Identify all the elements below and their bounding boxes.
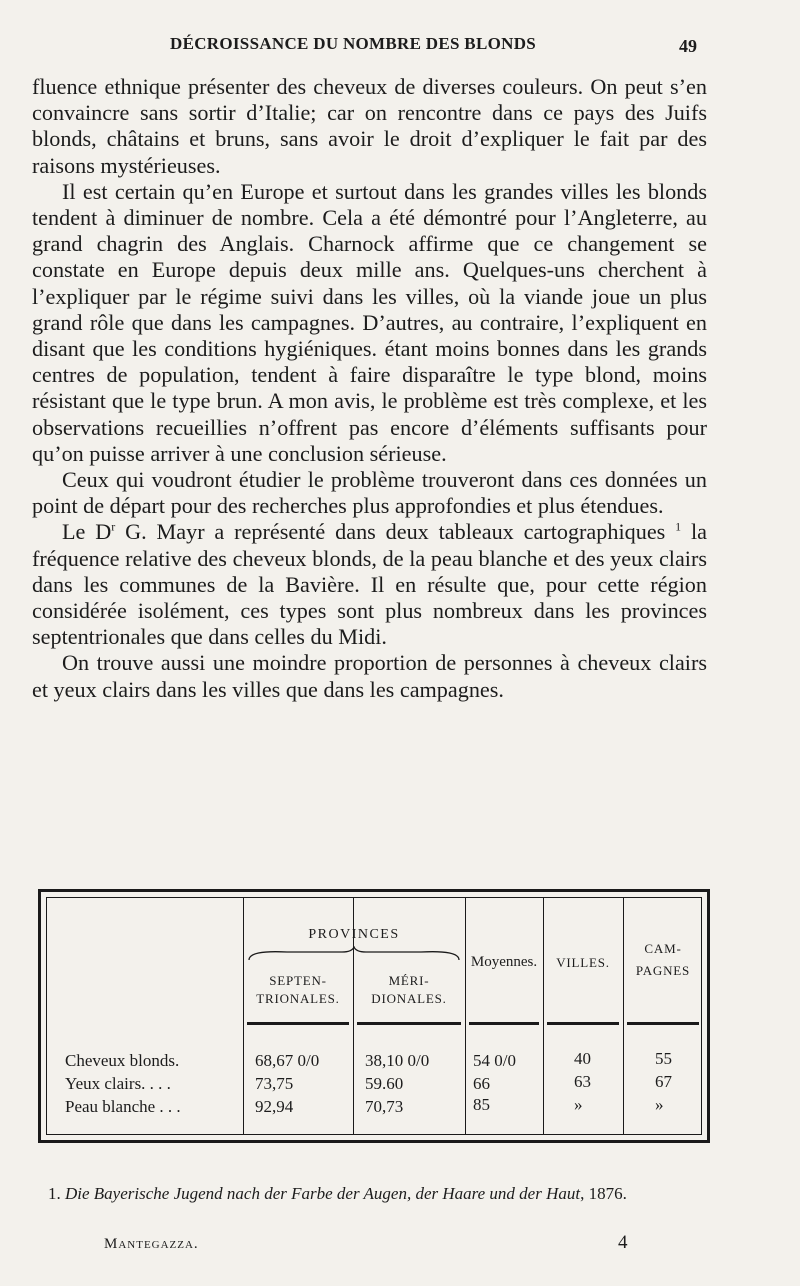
row-label-peau: Peau blanche . . . [65, 1097, 181, 1116]
cell-cheveux-camp: 55 [655, 1049, 672, 1068]
author-signature: Mantegazza. [104, 1236, 199, 1252]
running-head [0, 34, 800, 58]
cell-yeux-moy: 66 [473, 1074, 490, 1093]
cell-yeux-villes: 63 [574, 1072, 591, 1091]
header-moyennes: Moyennes. [470, 954, 538, 970]
body-text [32, 74, 707, 703]
header-campagnes-2: PAGNES [635, 963, 691, 978]
cell-peau-meri: 70,73 [365, 1097, 404, 1116]
running-title: DÉCROISSANCE DU NOMBRE DES BLONDS [170, 34, 537, 53]
sheet-mark: 4 [618, 1232, 628, 1253]
table-inner [46, 897, 702, 1135]
footnote-number: 1. [48, 1184, 61, 1203]
para4-after: la fréquence relative des cheveux blonds, de la peau blanche et des yeux clairs dans les communes de la Bavière. Il en résulte que, pour cette région considérée isolément, ces types sont plus nombreux dans les provinces septentrionales que dans celles du Midi. [32, 519, 707, 650]
data-table [38, 889, 710, 1143]
row-label-cheveux: Cheveux blonds. [65, 1051, 180, 1070]
cell-cheveux-villes: 40 [574, 1049, 591, 1068]
cell-cheveux-meri: 38,10 0/0 [365, 1051, 430, 1070]
header-sept-2: TRIONALES. [256, 991, 340, 1006]
paragraph-4 [32, 519, 707, 650]
header-meri-1: MÉRI- [388, 973, 430, 988]
header-rule [469, 1022, 539, 1025]
page-number: 49 [679, 36, 697, 56]
cell-yeux-camp: 67 [655, 1072, 672, 1091]
header-rule [547, 1022, 619, 1025]
header-rule [627, 1022, 699, 1025]
doctor-superscript: r [111, 520, 116, 535]
header-campagnes-1: CAM- [644, 941, 682, 956]
header-meri-2: DIONALES. [371, 991, 447, 1006]
paragraph-5: On trouve aussi une moindre proportion de personnes à cheveux clairs et yeux clairs dans les villes que dans les campagnes. [32, 650, 707, 702]
col-rule-5 [623, 898, 624, 1134]
paragraph-1: fluence ethnique présenter des cheveux de diverses couleurs. On peut s’en convaincre sans sortir d’Italie; car on rencontre dans ce pays des Juifs blonds, châtains et bruns, sans avoir le droit d’expliquer le fait par des raisons mystérieuses. [32, 74, 707, 178]
para4-middle: G. Mayr a représenté dans deux tableaux cartographiques [115, 519, 676, 545]
cell-cheveux-sept: 68,67 0/0 [255, 1051, 320, 1070]
col-rule-3 [465, 898, 466, 1134]
header-sept-1: SEPTEN- [269, 973, 327, 988]
cell-yeux-meri: 59.60 [365, 1074, 404, 1093]
cell-peau-sept: 92,94 [255, 1097, 294, 1116]
header-rule [247, 1022, 349, 1025]
footnote-ref: 1 [675, 520, 682, 535]
footnote-title: Die Bayerische Jugend nach der Farbe der Augen, der Haare und der Haut [65, 1184, 581, 1203]
header-rule [357, 1022, 461, 1025]
provinces-brace [247, 946, 461, 964]
footnote-year: , 1876. [580, 1184, 627, 1203]
paragraph-2: Il est certain qu’en Europe et surtout dans les grandes villes les blonds tendent à diminuer de nombre. Cela a été démontré pour l’Angleterre, au grand chagrin des Anglais. Charnock affirme que ce changement se constate en Europe depuis deux mille ans. Quelques-uns cherchent à l’expliquer par le régime suivi dans les villes, où la viande joue un plus grand rôle que dans les campagnes. D’autres, au contraire, l’expliquent en disant que les conditions hygiéniques. étant moins bonnes dans les grands centres de population, tendent à faire disparaître le type blond, moins résistant que le type brun. A mon avis, le problème est très complexe, et les observations recueillies n’offrent pas encore d’éléments suffisants pour qu’on puisse arriver à une conclusion sérieuse. [32, 178, 707, 466]
cell-peau-camp: » [655, 1095, 664, 1114]
header-villes: VILLES. [556, 955, 610, 970]
paragraph-3: Ceux qui voudront étudier le problème trouveront dans ces données un point de départ pour des recherches plus approfondies et plus étendues. [32, 467, 707, 519]
cell-peau-moy: 85 [473, 1095, 490, 1114]
header-provinces: PROVINCES [308, 927, 400, 942]
row-label-yeux: Yeux clairs. . . . [65, 1074, 171, 1093]
para4-before: Le D [62, 519, 112, 545]
cell-peau-villes: » [574, 1095, 583, 1114]
footnote [48, 1183, 718, 1205]
cell-yeux-sept: 73,75 [255, 1074, 294, 1093]
col-rule-4 [543, 898, 544, 1134]
cell-cheveux-moy: 54 0/0 [473, 1051, 516, 1070]
